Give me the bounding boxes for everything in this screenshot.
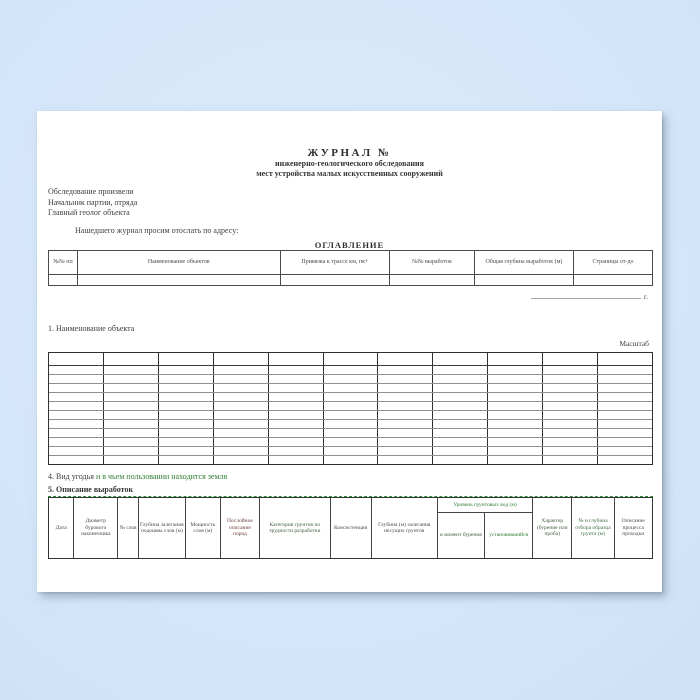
item-5-workings-description: 5. Описание выработок [48,485,134,494]
grid-cell [104,456,159,464]
toc-empty-cell [574,275,652,285]
grid-cell [269,420,324,428]
workings-column-header: Характер (бурение или проба) [536,518,568,538]
grid-cell [433,353,488,365]
grid-cell [543,393,598,401]
document-page [37,111,662,592]
return-note: Нашедшего журнал просим отослать по адресу: [75,226,239,235]
page-subtitle-line1: инженерно-геологического обследования [275,159,424,168]
grid-cell [214,420,269,428]
grid-cell [104,384,159,392]
grid-cell [104,353,159,365]
grid-cell [159,366,214,374]
grid-row [49,375,652,384]
grid-cell [378,447,433,455]
toc-column-header: №№ выработок [390,251,474,275]
grid-row [49,438,652,447]
grid-cell [543,402,598,410]
grid-cell [488,353,543,365]
grid-cell [598,429,652,437]
workings-column [221,498,260,558]
grid-row [49,447,652,456]
grid-row [49,429,652,438]
workings-column-header: Категория грунтов по трудности разработки [269,521,321,534]
toc-column-header: №№ пп [49,251,78,275]
grid-cell [378,411,433,419]
grid-cell [488,375,543,383]
workings-column [118,498,139,558]
grid-cell [433,456,488,464]
grid-cell [433,411,488,419]
grid-row [49,411,652,420]
grid-row [49,420,652,429]
grid-cell [214,447,269,455]
workings-column-header: Консистенция [334,524,368,531]
workings-column [572,498,614,558]
item-4-prefix: 4. Вид угодья [48,472,96,481]
grid-cell [378,456,433,464]
grid-cell [214,438,269,446]
grid-cell [598,456,652,464]
grid-cell [49,384,104,392]
grid-cell [488,456,543,464]
grid-cell [49,366,104,374]
grid-cell [543,366,598,374]
grid-cell [324,375,379,383]
workings-column [74,498,118,558]
grid-cell [433,384,488,392]
grid-cell [543,384,598,392]
toc-empty-cell [78,275,281,285]
workings-table [48,497,653,559]
grid-cell [324,402,379,410]
toc-column-header: Общая глубина выработок (м) [475,251,574,275]
workings-column [186,498,221,558]
grid-cell [488,366,543,374]
grid-cell [433,420,488,428]
grid-cell [159,402,214,410]
grid-cell [269,411,324,419]
workings-column [260,498,331,558]
grid-cell [214,411,269,419]
grid-cell [488,420,543,428]
workings-column [139,498,186,558]
info-line-chief-geologist: Главный геолог объекта [48,208,130,217]
title-block [37,147,662,178]
grid-cell [598,447,652,455]
grid-cell [214,429,269,437]
toc-heading: ОГЛАВЛЕНИЕ [314,240,385,250]
grid-row [49,366,652,375]
grid-cell [543,438,598,446]
grid-cell [49,411,104,419]
grid-row [49,456,652,464]
scan-artifact-green-line [48,496,653,497]
grid-cell [543,447,598,455]
grid-cell [269,456,324,464]
grid-cell [104,438,159,446]
grid-cell [324,411,379,419]
grid-cell [104,375,159,383]
item-1-object-name: 1. Наименование объекта [48,324,135,333]
page-title: ЖУРНАЛ № [307,147,392,159]
grid-cell [159,375,214,383]
grid-cell [49,429,104,437]
grid-cell [543,353,598,365]
grid-cell [433,366,488,374]
grid-cell [378,384,433,392]
toc-table [48,250,653,286]
toc-empty-cell [390,275,474,285]
grid-cell [378,393,433,401]
grid-cell [488,438,543,446]
grid-cell [104,429,159,437]
workings-column [615,498,652,558]
grid-cell [598,375,652,383]
grid-cell [324,438,379,446]
workings-column-header: Описание процесса проходки [621,518,645,538]
grid-cell [433,438,488,446]
page-subtitle-line2: мест устройства малых искусственных сооружений [256,168,443,178]
grid-cell [378,375,433,383]
workings-column-header: № и глубина отбора образца грунта (м) [575,518,611,538]
grid-cell [49,447,104,455]
workings-column-header: Глубина залегания подошвы слоя (м) [140,521,184,534]
grid-cell [159,353,214,365]
grid-cell [378,420,433,428]
grid-row [49,353,652,366]
grid-cell [159,438,214,446]
grid-cell [104,393,159,401]
grid-cell [324,447,379,455]
grid-cell [598,411,652,419]
workings-subcolumns [438,513,532,558]
grid-cell [324,429,379,437]
grid-cell [433,393,488,401]
grid-cell [49,353,104,365]
grid-cell [378,438,433,446]
grid-cell [378,353,433,365]
grid-cell [104,366,159,374]
date-underline [531,298,641,299]
item-4-land-use [48,472,227,481]
grid-cell [598,353,652,365]
grid-cell [488,411,543,419]
workings-column-header: Глубина (м) залегания несущих грунтов [378,521,431,534]
grid-cell [49,420,104,428]
grid-cell [433,429,488,437]
grid-cell [269,447,324,455]
grid-cell [543,429,598,437]
workings-column [372,498,438,558]
grid-cell [598,438,652,446]
info-line-surveyors: Обследование произвели [48,187,134,196]
grid-cell [324,384,379,392]
item-4-green-text: и в чьем пользовании находится земля [95,472,228,481]
grid-row [49,402,652,411]
workings-subcolumn-header: в момент бурения [438,513,485,558]
grid-cell [324,456,379,464]
grid-cell [269,366,324,374]
toc-header-row [49,251,652,275]
grid-cell [598,402,652,410]
grid-cell [598,420,652,428]
grid-cell [543,411,598,419]
grid-cell [543,456,598,464]
grid-cell [49,375,104,383]
grid-cell [433,402,488,410]
workings-column [438,498,533,558]
grid-cell [269,393,324,401]
grid-cell [543,420,598,428]
toc-column-header: Привязка к трассе км, пк+ [281,251,391,275]
grid-cell [159,384,214,392]
grid-cell [324,353,379,365]
grid-cell [49,393,104,401]
grid-cell [159,447,214,455]
grid-cell [488,447,543,455]
toc-empty-cell [475,275,574,285]
sketch-grid [48,352,653,465]
grid-cell [378,429,433,437]
toc-empty-cell [49,275,78,285]
grid-cell [214,393,269,401]
grid-cell [269,375,324,383]
toc-column-header: Наименование объектов [78,251,281,275]
workings-column-header: Дата [55,524,67,531]
grid-row [49,384,652,393]
toc-empty-row [49,275,652,285]
toc-column-header: Страницы от-до [574,251,652,275]
grid-cell [269,438,324,446]
workings-column-header: № слоя [119,524,137,531]
grid-cell [214,456,269,464]
grid-cell [598,384,652,392]
grid-cell [214,402,269,410]
grid-cell [324,366,379,374]
toc-empty-cell [281,275,391,285]
date-line [531,292,648,301]
grid-cell [269,353,324,365]
grid-cell [324,420,379,428]
grid-cell [433,375,488,383]
grid-cell [104,447,159,455]
grid-cell [159,411,214,419]
workings-column [331,498,372,558]
grid-cell [49,456,104,464]
workings-column [49,498,74,558]
grid-cell [214,375,269,383]
grid-cell [488,393,543,401]
grid-cell [159,420,214,428]
grid-cell [269,402,324,410]
grid-cell [49,402,104,410]
grid-cell [269,429,324,437]
grid-row [49,393,652,402]
grid-cell [104,420,159,428]
grid-cell [159,393,214,401]
grid-cell [104,411,159,419]
grid-cell [433,447,488,455]
grid-cell [159,456,214,464]
workings-column-header: Диаметр бурового наконечника [81,518,111,538]
grid-cell [378,366,433,374]
grid-cell [49,438,104,446]
grid-cell [598,366,652,374]
grid-cell [324,393,379,401]
scale-label: Масштаб [619,339,649,348]
workings-subcolumn-header: установившийся [489,532,529,539]
workings-column-header: Послойное описание пород [226,518,253,538]
grid-cell [214,353,269,365]
grid-cell [598,393,652,401]
grid-cell [378,402,433,410]
grid-cell [488,429,543,437]
grid-cell [488,384,543,392]
grid-cell [214,366,269,374]
workings-group-header: Уровень грунтовых вод (м) [438,498,532,513]
grid-cell [214,384,269,392]
grid-cell [159,429,214,437]
workings-column [533,498,572,558]
grid-cell [269,384,324,392]
date-suffix: г. [643,292,648,301]
workings-column-header: Мощность слоя (м) [190,521,216,534]
grid-cell [488,402,543,410]
grid-cell [543,375,598,383]
info-block [48,187,137,219]
info-line-party-chief: Начальник партии, отряда [48,197,138,207]
grid-cell [104,402,159,410]
